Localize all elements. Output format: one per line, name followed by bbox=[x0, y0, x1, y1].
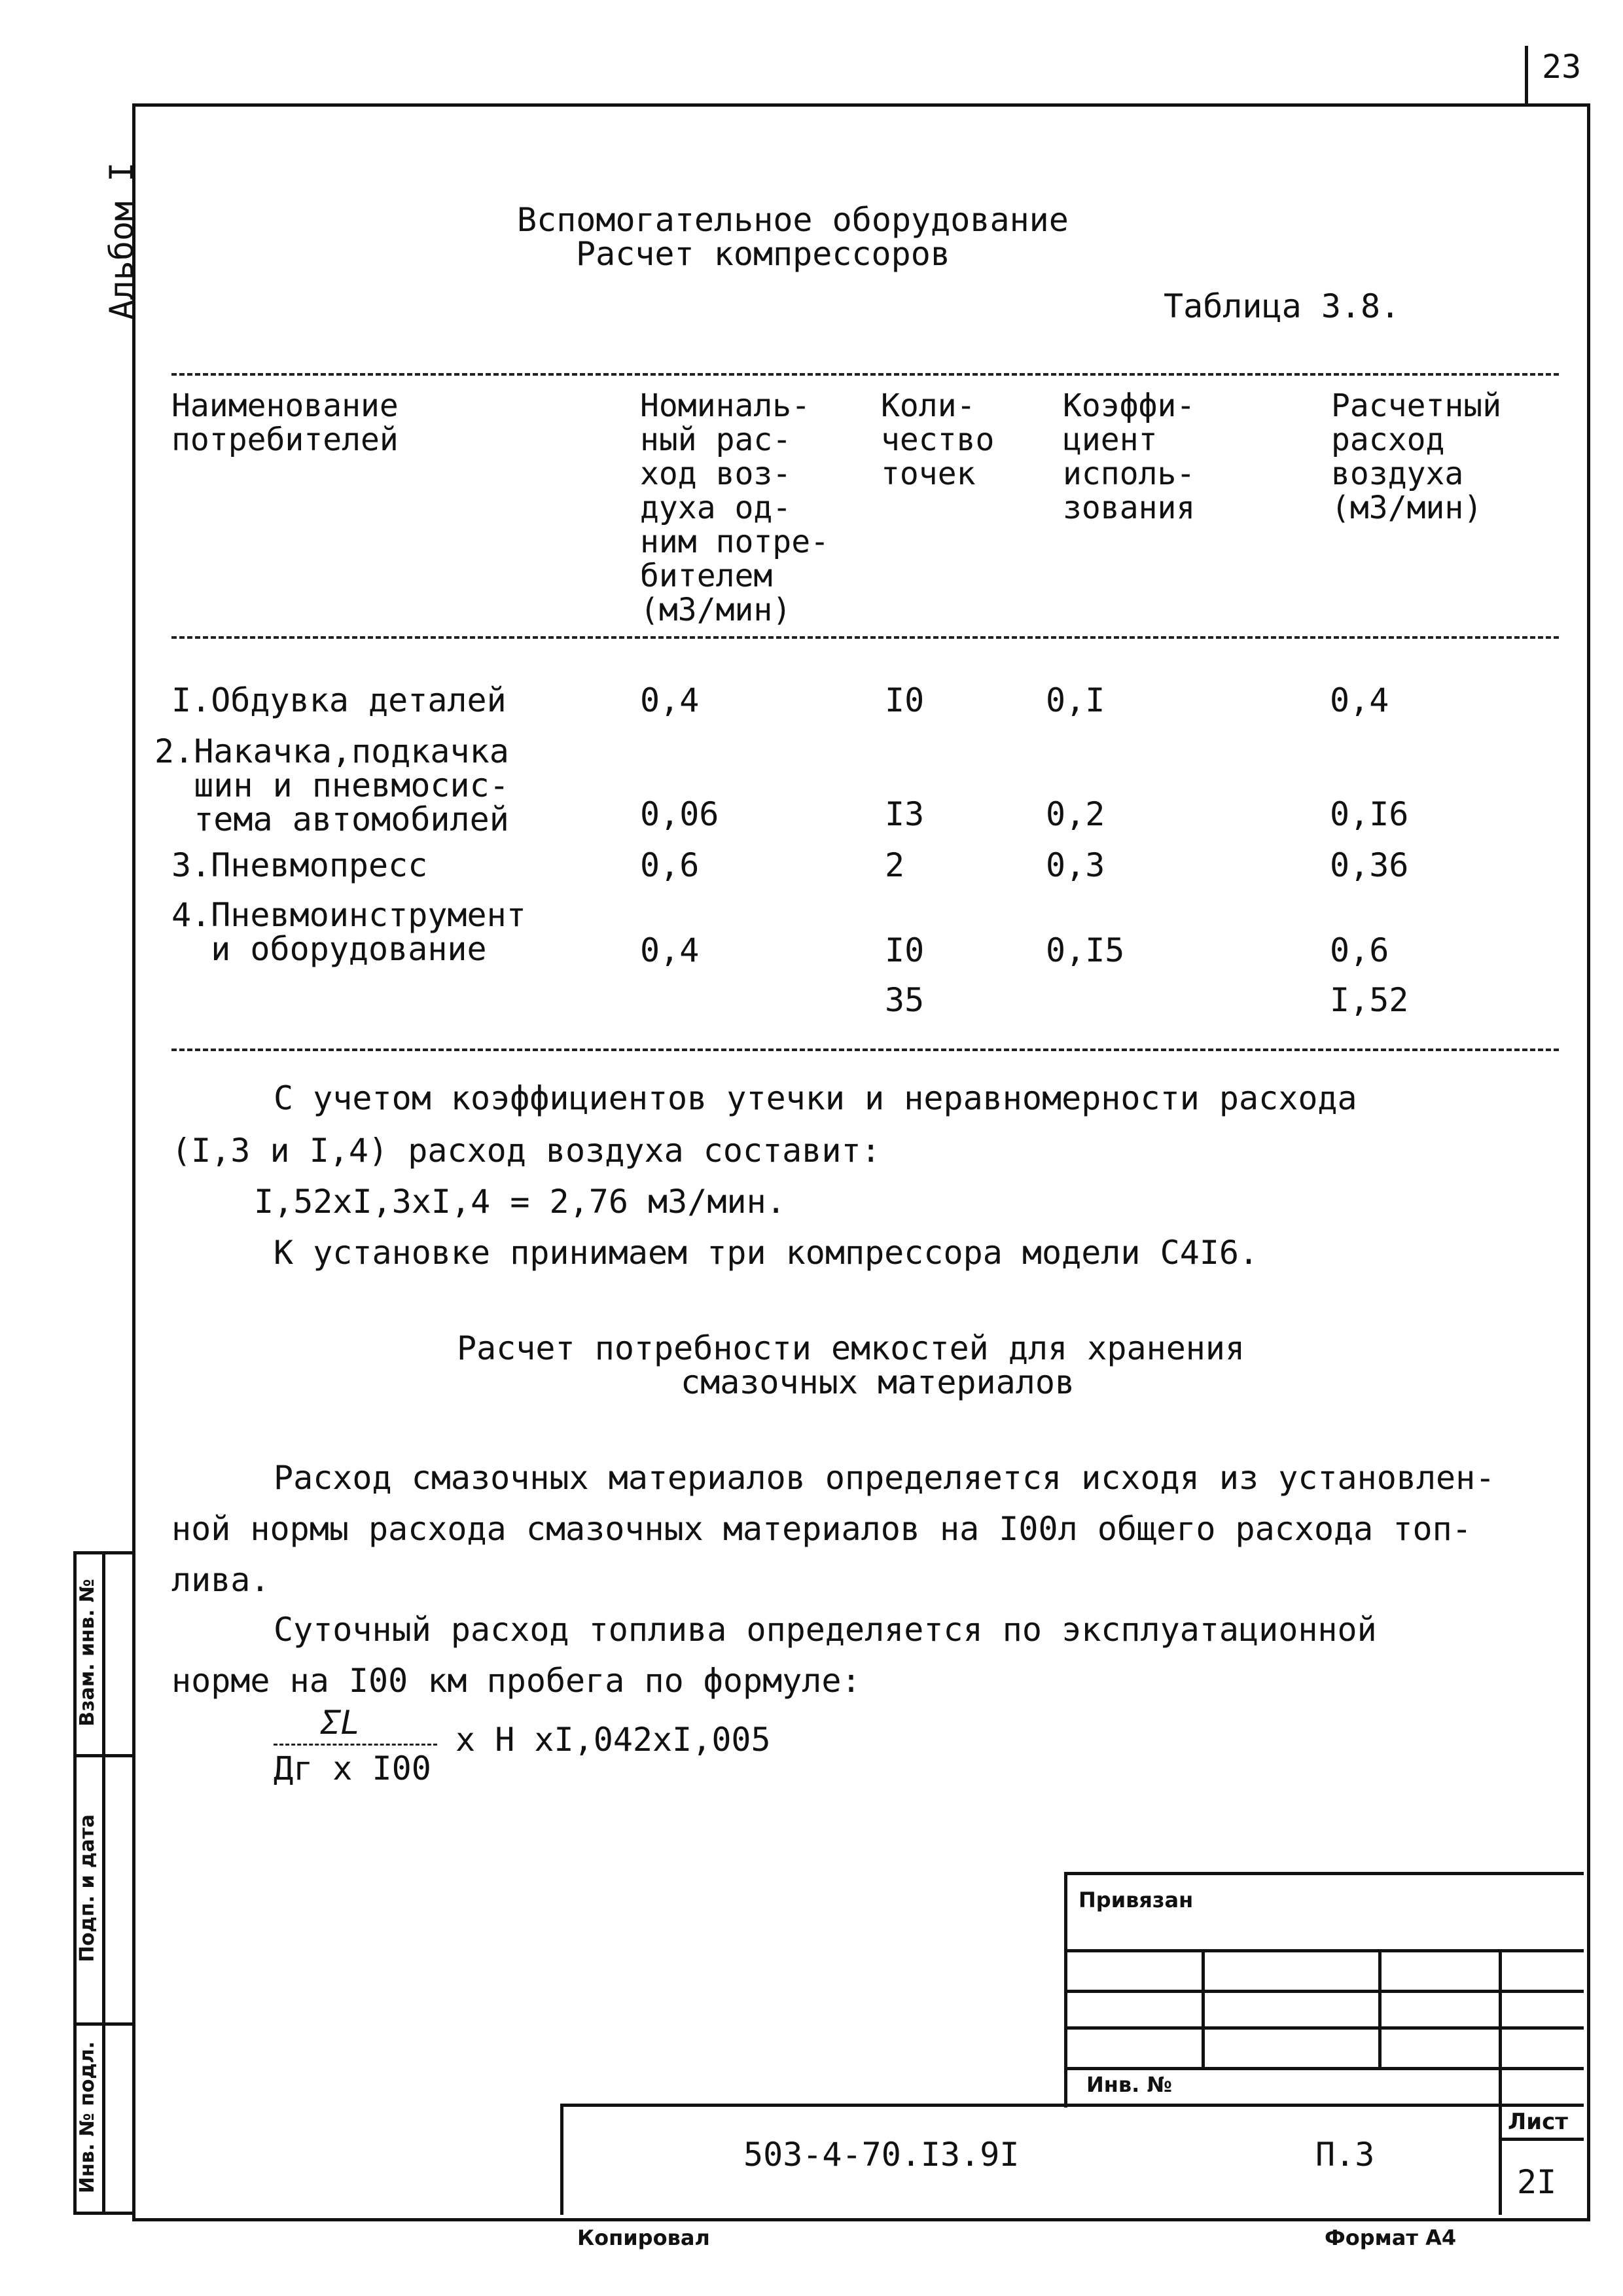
table-row-1-coef: 0,I bbox=[1046, 681, 1105, 719]
table-row-2-nominal: 0,06 bbox=[640, 795, 719, 833]
table-row-2-calc: 0,I6 bbox=[1330, 795, 1409, 833]
stamp-sheet-label: Лист bbox=[1508, 2109, 1568, 2135]
table-top-rule bbox=[171, 373, 1559, 376]
paragraph2-line3: лива. bbox=[171, 1561, 270, 1599]
formula-numerator: ΣL bbox=[321, 1704, 361, 1742]
table-row-3-calc: 0,36 bbox=[1330, 846, 1409, 884]
stamp-copied: Копировал bbox=[577, 2225, 710, 2250]
paragraph1-line3: К установке принимаем три компрессора модели С4I6. bbox=[274, 1234, 1259, 1272]
table-header-calc: Расчетный расход воздуха (м3/мин) bbox=[1331, 387, 1502, 526]
section-heading2-line2: смазочных материалов bbox=[681, 1363, 1075, 1401]
formula-rest: х Н хI,042хI,005 bbox=[455, 1721, 771, 1759]
stamp-sheet-number: 2I bbox=[1517, 2163, 1557, 2201]
stamp-col-line-2 bbox=[1378, 1949, 1382, 2067]
stamp-row-line-1 bbox=[1064, 1949, 1584, 1952]
table-row-2-points: I3 bbox=[885, 795, 925, 833]
table-header-coef: Коэффи- циент исполь- зования bbox=[1063, 387, 1196, 526]
section-heading-line2: Расчет компрессоров bbox=[576, 235, 950, 273]
table-header-rule bbox=[171, 636, 1559, 639]
table-row-3-nominal: 0,6 bbox=[640, 846, 700, 884]
table-total-points: 35 bbox=[885, 981, 925, 1019]
table-row-3-points: 2 bbox=[885, 846, 905, 884]
table-total-calc: I,52 bbox=[1330, 981, 1409, 1019]
table-row-1-calc: 0,4 bbox=[1330, 681, 1389, 719]
table-row-4-nominal: 0,4 bbox=[640, 931, 700, 969]
table-row-4-calc: 0,6 bbox=[1330, 931, 1389, 969]
stamp-inv-no: Инв. № bbox=[1086, 2072, 1172, 2097]
stamp-main-top-border bbox=[560, 2104, 1584, 2107]
paragraph3-line1: Суточный расход топлива определяется по эксплуатационной bbox=[274, 1611, 1377, 1649]
side-stamp-divider-1 bbox=[73, 1754, 132, 1757]
table-row-3-name: 3.Пневмопресс bbox=[171, 846, 428, 884]
table-header-nominal: Номиналь- ный рас- ход воз- духа од- ним потре- бителем (м3/мин) bbox=[640, 387, 829, 628]
formula-fraction-bar bbox=[274, 1744, 437, 1746]
stamp-sheet-divider bbox=[1499, 2138, 1584, 2141]
stamp-privyazan: Привязан bbox=[1079, 1888, 1194, 1912]
stamp-doc-code: 503-4-70.I3.9I bbox=[743, 2136, 1020, 2174]
page-number: 23 bbox=[1542, 48, 1582, 86]
formula-denominator: Дг х I00 bbox=[274, 1749, 431, 1787]
paragraph1-formula: I,52хI,3хI,4 = 2,76 м3/мин. bbox=[254, 1183, 786, 1221]
side-stamp-inv-podl: Инв. № подл. bbox=[76, 2041, 99, 2194]
paragraph1-line2: (I,3 и I,4) расход воздуха составит: bbox=[171, 1132, 881, 1170]
side-stamp-middle-border bbox=[102, 1551, 105, 2215]
album-label: Альбом I bbox=[103, 162, 141, 320]
paragraph1-line1: С учетом коэффициентов утечки и неравномерности расхода bbox=[274, 1079, 1357, 1117]
table-row-3-coef: 0,3 bbox=[1046, 846, 1105, 884]
stamp-row-line-3 bbox=[1064, 2026, 1584, 2030]
stamp-section: П.3 bbox=[1315, 2136, 1375, 2174]
side-stamp-vzam: Взам. инв. № bbox=[76, 1579, 99, 1727]
table-header-points: Коли- чество точек bbox=[881, 387, 995, 492]
stamp-top-border bbox=[1064, 1872, 1584, 1875]
table-row-4-coef: 0,I5 bbox=[1046, 931, 1125, 969]
table-label: Таблица 3.8. bbox=[1164, 287, 1400, 325]
side-stamp-podp: Подп. и дата bbox=[76, 1814, 99, 1963]
section-heading2-line1: Расчет потребности емкостей для хранения bbox=[457, 1329, 1245, 1367]
paragraph2-line1: Расход смазочных материалов определяется исходя из установлен- bbox=[274, 1459, 1495, 1497]
table-row-1-name: I.Обдувка деталей bbox=[171, 681, 507, 719]
table-row-4-name: 4.Пневмоинструмент и оборудование bbox=[171, 896, 526, 968]
section-heading-line1: Вспомогательное оборудование bbox=[517, 201, 1069, 239]
paragraph2-line2: ной нормы расхода смазочных материалов на I00л общего расхода топ- bbox=[171, 1510, 1472, 1548]
stamp-col-line-3 bbox=[1499, 1949, 1502, 2215]
page-number-rule bbox=[1525, 46, 1528, 105]
stamp-main-left-border bbox=[560, 2104, 563, 2215]
stamp-col-line-1 bbox=[1202, 1949, 1205, 2067]
paragraph3-line2: норме на I00 км пробега по формуле: bbox=[171, 1662, 861, 1700]
stamp-format: Формат А4 bbox=[1325, 2225, 1457, 2250]
table-row-2-coef: 0,2 bbox=[1046, 795, 1105, 833]
table-header-name: Наименование потребителей bbox=[171, 387, 399, 458]
table-row-1-points: I0 bbox=[885, 681, 925, 719]
table-row-4-points: I0 bbox=[885, 931, 925, 969]
table-row-1-nominal: 0,4 bbox=[640, 681, 700, 719]
stamp-row-line-4 bbox=[1064, 2067, 1584, 2070]
table-bottom-rule bbox=[171, 1049, 1559, 1051]
stamp-row-line-2 bbox=[1064, 1990, 1584, 1993]
table-row-2-name: 2.Накачка,подкачка шин и пневмосис- тема автомобилей bbox=[154, 732, 509, 838]
